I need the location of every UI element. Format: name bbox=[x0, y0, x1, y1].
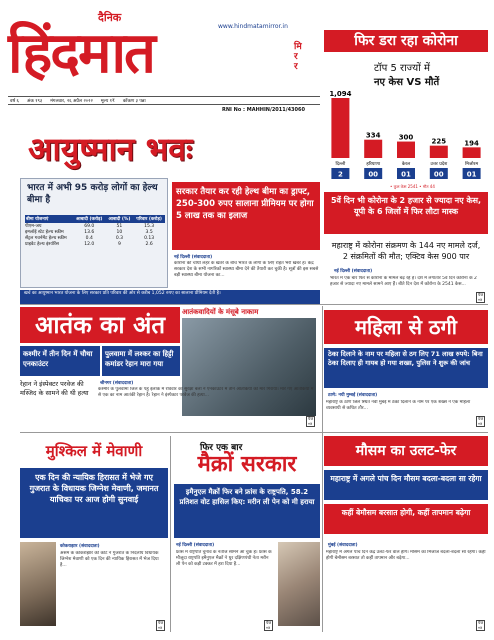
table-cell: 0.13 bbox=[144, 235, 155, 241]
terror-sub1: कश्मीर में तीन दिन में चौथा एनकाउंटर bbox=[20, 346, 100, 376]
thagi-title: महिला से ठगी bbox=[324, 310, 488, 344]
table-header: परिवार (करोड़) bbox=[136, 217, 162, 222]
chart-value-label: 1,094 bbox=[329, 90, 352, 98]
table-cell: इम्प्लॉई स्टेट हेल्थ स्कीम bbox=[25, 230, 64, 235]
table-cell: 0.4 bbox=[85, 235, 93, 241]
table-cell: प्राइवेट हेल्थ इंश्योरेंस bbox=[25, 242, 59, 247]
meta-item: कोंकण ३ पन्ना bbox=[122, 98, 146, 104]
section-divider bbox=[20, 432, 488, 433]
chart-death-label: 00 bbox=[433, 170, 444, 179]
table-cell: 69.0 bbox=[84, 223, 95, 229]
weather-sub2: कहीं बेमौसम बरसात होगी, कहीं तापमान बढ़ेगा bbox=[324, 504, 488, 534]
chart-death-label: 2 bbox=[337, 170, 343, 179]
table-header: आबादी (करोड़) bbox=[76, 217, 103, 222]
masthead-meta-bar bbox=[8, 96, 320, 105]
chart-bar-0 bbox=[331, 98, 349, 158]
mevani-title: मुश्किल में मेवाणी bbox=[45, 442, 143, 460]
chart-value-label: 225 bbox=[431, 137, 447, 146]
weather-page-ref: पेज ०४ bbox=[478, 620, 484, 630]
chart-value-label: 334 bbox=[365, 131, 381, 140]
mevani-dateline: कोकराझार (संवाददाता) bbox=[60, 544, 100, 549]
section-divider bbox=[20, 304, 488, 305]
ayushman-footer: खर्च का आयुष्मान भारत योजना के लिए सरकार प्रति परिवार की ओर से करीब 1,052 रुपए का सालाना प्रीमियम देती है। bbox=[20, 290, 320, 304]
table-cell: पीएम-जय bbox=[25, 224, 42, 229]
table-header: बीमा योजनाएं bbox=[26, 217, 49, 222]
table-row bbox=[25, 241, 165, 247]
thagi-body: महाराष्ट्र के ठाणे जिले स्थित नवी मुंबई में ठेका दिलाने के नाम पर एक शख्स ने एक महिला व्यवसायी से कथित तौर... bbox=[326, 400, 471, 411]
ayushman-dateline: नई दिल्ली (संवाददाता) bbox=[174, 255, 213, 260]
chart-category-label: मिजोरम bbox=[465, 162, 479, 167]
thagi-page-ref: पेज ०४ bbox=[478, 416, 484, 426]
meta-item: मंगलवार, २६ अप्रैल २०२२ bbox=[50, 98, 93, 104]
terror-body: कश्मीर के पुलवामा जिले के पहु इलाके में रविवार को सुरक्षा बलों ने एनकाउंटर में तीन आतंकियों को मार गिराया। मारे गए आतंकियों में से एक का नाम आतंकी रेहान है। रेहान ने इंस्पेक्टर परवेज की हत्या... bbox=[98, 387, 314, 398]
weather-sub1: महाराष्ट्र में अगले पांच दिन मौसम बदला-बदला सा रहेगा bbox=[324, 470, 488, 500]
table-cell: 2.6 bbox=[145, 241, 153, 247]
mevani-photo bbox=[20, 542, 56, 626]
chart-bar-4 bbox=[463, 147, 481, 158]
corona-source-note: • कुल केस 2541 • मौत 44 bbox=[390, 184, 435, 189]
corona-section bbox=[324, 30, 488, 268]
column-divider bbox=[322, 306, 323, 632]
macron-dateline: नई दिल्ली (संवाददाता) bbox=[176, 543, 215, 548]
masthead-logo-small: दैनिक bbox=[98, 11, 122, 24]
table-cell: 0.3 bbox=[115, 235, 123, 241]
ayushman-title: आयुष्मान भवः bbox=[28, 130, 193, 168]
weather-body: महाराष्ट्र में अगले पांच दिन केंद्र उलट-फेर वाले होंगे। मौसम का मिजाज बदला-बदला सा रहेगा। कहीं होगी बेमौसम बरसात तो कहीं तापमान और बढ़ेगा... bbox=[326, 550, 486, 561]
table-cell: सेंट्रल गवर्नमेंट हेल्थ स्कीम bbox=[25, 236, 67, 241]
chart-death-label: 00 bbox=[368, 170, 379, 179]
macron-headline: इमैनुएल मैक्रों फिर बने फ्रांस के राष्ट्रपति, 58.2 प्रतिशत वोट हासिल किए: मरीन ली पेन को मी हराया bbox=[174, 484, 320, 538]
chart-category-label: केरल bbox=[401, 162, 411, 167]
terror-photo-caption: आतंकवादियों के मंसूबे नाकाम bbox=[182, 308, 259, 316]
terror-sub3: रेहान ने इंस्पेक्टर परवेज की मस्जिद के सामने की थी हत्या bbox=[20, 380, 89, 397]
table-header: आबादी (%) bbox=[108, 217, 131, 222]
corona-title: फिर डरा रहा कोरोना bbox=[324, 30, 488, 52]
chart-category-label: दिल्ली bbox=[335, 162, 346, 167]
macron-page-ref: पेज ०४ bbox=[266, 620, 272, 630]
chart-value-label: 194 bbox=[464, 139, 479, 148]
meta-item: अंक १९३ bbox=[26, 98, 43, 104]
macron-photo bbox=[278, 542, 320, 626]
table-cell: 13.6 bbox=[84, 229, 95, 235]
ayushman-info-box bbox=[20, 178, 168, 288]
ayushman-body: कोरोना की चौथी लहर के खतरे के बीच भारत के लोगों के लिए राहत भरी खबर है। केंद्र सरकार देश के सभी नागरिकों स्वास्थ्य बीमा देने की तैयारी कर चुकी है। सूत्रों की इस सबसे बड़ी स्वास्थ्य बीमा योजना का... bbox=[174, 261, 319, 278]
corona-page-ref: पेज ०४ bbox=[478, 292, 484, 302]
column-divider bbox=[170, 436, 171, 632]
masthead bbox=[8, 10, 320, 120]
corona-subtitle-1: टॉप 5 राज्यों में bbox=[374, 63, 430, 74]
corona-bar-chart bbox=[324, 86, 488, 186]
mevani-page-ref: पेज ०४ bbox=[158, 620, 164, 630]
chart-bar-3 bbox=[430, 146, 448, 158]
corona-lead: महाराष्ट्र में कोरोना संक्रमण के 144 नए मामले दर्ज, 2 संक्रमितों की मौत; एक्टिव केस 900 पार bbox=[331, 241, 481, 261]
chart-category-label: उत्तर प्रदेश bbox=[430, 162, 448, 167]
mevani-headline: एक दिन की न्यायिक हिरासत में भेजे गए गुजरात के विधायक जिग्नेश मेवाणी, जमानत याचिका पर आज होगी सुनवाई bbox=[20, 468, 168, 538]
thagi-dateline: ठाणे: नयी मुम्बई (संवाददाता) bbox=[328, 393, 378, 398]
terror-sub2: पुलवामा में लश्कर का हिट्टी कमांडर रेहान मारा गया bbox=[102, 346, 180, 376]
corona-headline: 5वें दिन भी कोरोना के 2 हजार से ज्यादा नए केस, यूपी के 6 जिलों में फिर लौटा मास्क bbox=[324, 192, 488, 234]
terror-title: आतंक का अंत bbox=[20, 307, 180, 343]
table-cell: 10 bbox=[116, 229, 123, 235]
mevani-body: असम के कोकराझार की कोर्ट ने गुजरात के निर्दलीय विधायक जिग्नेश मेवाणी को एक दिन की न्यायिक हिरासत में भेज दिया है... bbox=[60, 551, 159, 568]
masthead-rni: RNI No : MAHHIN/2011/43060 bbox=[222, 107, 305, 113]
masthead-website: www.hindmatamirror.in bbox=[218, 23, 288, 30]
table-cell: 51 bbox=[116, 223, 123, 229]
ayushman-table bbox=[25, 215, 165, 247]
table-cell: 3.5 bbox=[145, 229, 153, 235]
chart-value-label: 300 bbox=[398, 133, 414, 142]
masthead-logo-side: मि र र bbox=[294, 42, 302, 72]
terror-dateline: श्रीनगर (संवाददाता) bbox=[100, 381, 134, 386]
weather-dateline: मुंबई (संवाददाता) bbox=[328, 543, 358, 548]
macron-body: फ्रांस में राष्ट्रपति चुनाव के नतीजे सामने आ चुके हैं। फ्रांस के मौजूदा राष्ट्रपति इमैनुएल मैक्रों ने धुर दक्षिणपंथी नेता मरीन ली पेन को कड़ी टक्कर में हरा दिया है... bbox=[176, 550, 272, 567]
macron-title: मैक्रों सरकार bbox=[197, 452, 297, 477]
corona-body: भारत में एक बार फिर से कोरोना के मामले बढ़ रहे हैं। देश में लगातार 5वें दिन कोरोना के 2 हजार से ज्यादा नए मामले सामने आए हैं। बीते दिन देश में कोरोना के 2541 केस... bbox=[330, 276, 477, 287]
weather-title: मौसम का उलट-फेर bbox=[324, 436, 488, 466]
chart-death-label: 01 bbox=[401, 170, 411, 179]
terror-page-ref: पेज ०४ bbox=[308, 416, 314, 426]
table-cell: 12.0 bbox=[84, 241, 95, 247]
table-cell: 15.3 bbox=[144, 223, 155, 229]
ayushman-headline: सरकार तैयार कर रही हेल्थ बीमा का ड्राफ्ट, 250-300 रुपए सालाना प्रीमियम पर होगा 5 लाख तक का इलाज bbox=[172, 182, 320, 250]
table-cell: 9 bbox=[117, 241, 121, 247]
masthead-logo: हिंदमात bbox=[8, 21, 154, 86]
corona-subtitle-2: नए केस VS मौतें bbox=[374, 77, 440, 88]
ayushman-box-title: भारत में अभी 95 करोड़ लोगों का हेल्थ बीमा है bbox=[27, 183, 158, 205]
meta-item: मूल्य १₹ bbox=[100, 98, 115, 104]
chart-bar-1 bbox=[364, 140, 382, 158]
chart-death-label: 01 bbox=[466, 170, 477, 179]
chart-bar-2 bbox=[397, 142, 415, 158]
chart-category-label: हरियाणा bbox=[366, 162, 380, 167]
meta-item: वर्ष ६ bbox=[10, 98, 19, 104]
macron-kicker: फिर एक बार bbox=[200, 443, 243, 453]
corona-dateline: नई दिल्ली (संवाददाता) bbox=[334, 269, 373, 274]
thagi-headline: ठेका दिलाने के नाम पर महिला से ठग लिए 71 लाख रुपये: बिना ठेका दिलाए ही गायब हो गया शख्स, पुलिस ने शुरू की जांच bbox=[324, 348, 488, 388]
